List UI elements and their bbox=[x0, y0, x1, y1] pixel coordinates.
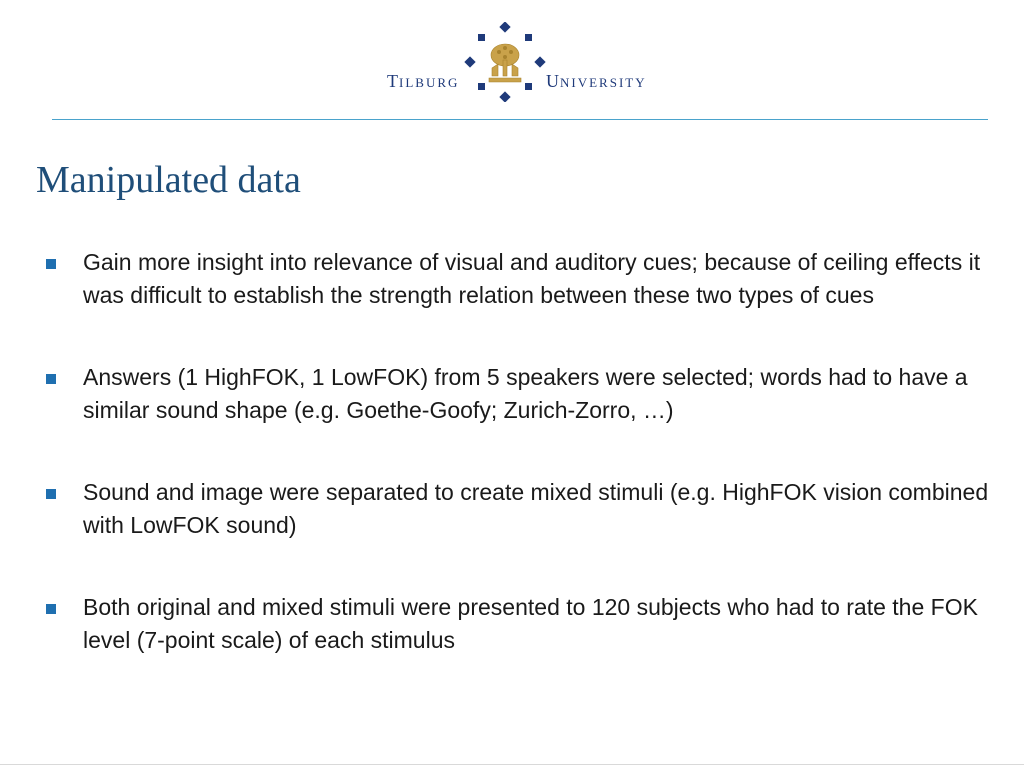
square-bullet-icon bbox=[46, 259, 56, 269]
bullet-item bbox=[44, 246, 1004, 312]
header-divider bbox=[52, 119, 988, 120]
bullet-item bbox=[44, 591, 1004, 657]
university-logo bbox=[0, 22, 1024, 102]
bullet-text: Both original and mixed stimuli were presented to 120 subjects who had to rate the FOK level (7-point scale) of each stimulus bbox=[83, 594, 978, 653]
bullet-text: Gain more insight into relevance of visual and auditory cues; because of ceiling effects it was difficult to establish the strength relation between these two types of cues bbox=[83, 249, 981, 308]
square-bullet-icon bbox=[46, 604, 56, 614]
bullet-item bbox=[44, 476, 1004, 542]
logo-word-university: UNIVERSITY bbox=[546, 71, 647, 91]
square-bullet-icon bbox=[46, 489, 56, 499]
logo-word-tilburg: TILBURG bbox=[387, 71, 460, 91]
slide-title: Manipulated data bbox=[36, 159, 301, 201]
bullet-item bbox=[44, 361, 1004, 427]
university-seal-icon bbox=[462, 22, 548, 102]
square-bullet-icon bbox=[46, 374, 56, 384]
bullet-text: Sound and image were separated to create mixed stimuli (e.g. HighFOK vision combined with LowFOK sound) bbox=[83, 479, 989, 538]
bullet-text: Answers (1 HighFOK, 1 LowFOK) from 5 speakers were selected; words had to have a similar sound shape (e.g. Goethe-Goofy; Zurich-Zorro, …) bbox=[83, 364, 968, 423]
footer-divider bbox=[0, 764, 1024, 765]
bullet-list bbox=[44, 246, 1004, 706]
